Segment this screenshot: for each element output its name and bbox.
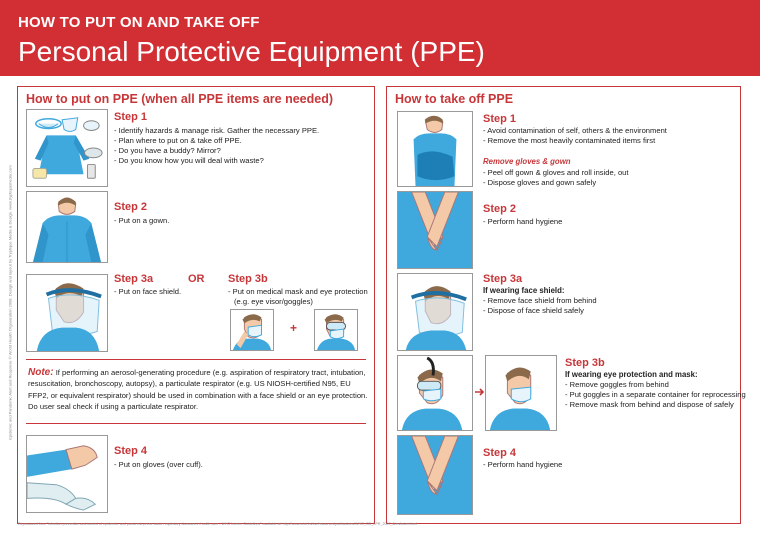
put-on-step2-title: Step 2 xyxy=(114,201,148,213)
put-on-step1-title: Step 1 xyxy=(114,111,148,123)
take-off-step3a-lead: If wearing face shield: xyxy=(483,286,565,295)
take-off-step3b-list xyxy=(565,380,746,410)
note-block xyxy=(28,367,368,413)
remove-goggles-illustration xyxy=(397,355,473,431)
note-divider-top xyxy=(26,359,366,360)
take-off-step3b-title: Step 3b xyxy=(565,357,605,369)
gloves-illustration xyxy=(26,435,108,513)
take-off-step1-list xyxy=(483,126,667,146)
list-item: - Avoid contamination of self, others & the environment xyxy=(483,126,667,136)
take-off-step1-title: Step 1 xyxy=(483,113,517,125)
take-off-step3a-list xyxy=(483,296,597,316)
ppe-kit-illustration xyxy=(26,109,108,187)
take-off-step2-list xyxy=(483,217,562,227)
list-item: - Do you know how you will deal with waste? xyxy=(114,156,319,166)
list-item: - Do you have a buddy? Mirror? xyxy=(114,146,319,156)
footer-source: Reproduced from "Infection prevention and control of epidemic- and pandemic-prone acute respiratory diseases in health care - WHO Interim Guidelines" available at: http://www.who.int/csr/resources/publications/WHO_CD_EPR_2007_6/en/index.html xyxy=(18,522,417,526)
list-item: - Peel off gown & gloves and roll inside, out xyxy=(483,168,629,178)
put-on-step3a-list xyxy=(114,287,181,297)
list-item: - Put goggles in a separate container for reprocessing xyxy=(565,390,746,400)
take-off-title: How to take off PPE xyxy=(395,92,514,106)
take-off-step2-title: Step 2 xyxy=(483,203,517,215)
arrow-right-icon xyxy=(475,387,485,397)
list-item: - Remove the most heavily contaminated items first xyxy=(483,136,667,146)
list-item: - Dispose of face shield safely xyxy=(483,306,597,316)
face-shield-illustration xyxy=(26,274,108,352)
plus-label: + xyxy=(290,321,298,335)
take-off-step4-list xyxy=(483,460,562,470)
take-off-step4-title: Step 4 xyxy=(483,447,517,459)
remove-face-shield-illustration xyxy=(397,273,473,351)
remove-gown-illustration xyxy=(397,111,473,187)
list-item: - Perform hand hygiene xyxy=(483,217,562,227)
list-item: - Identify hazards & manage risk. Gather the necessary PPE. xyxy=(114,126,319,136)
goggles-illustration xyxy=(314,309,358,351)
list-item: - Dispose gloves and gown safely xyxy=(483,178,629,188)
put-on-panel xyxy=(17,86,375,524)
put-on-step1-list xyxy=(114,126,319,166)
page-title: Personal Protective Equipment (PPE) xyxy=(18,36,485,67)
note-text: If performing an aerosol-generating procedure (e.g. aspiration of respiratory tract, intubation, resuscitation, bronchoscopy, autopsy), a particulate respirator (e.g. US NIOSH-certified N95, EU FFP2, or equivalent respirator) should be used in combination with a face shield or an eye protection. Do user seal check if using a particulate respirator. xyxy=(28,368,368,412)
list-item: - Remove face shield from behind xyxy=(483,296,597,306)
take-off-panel xyxy=(386,86,746,524)
header-kicker: HOW TO PUT ON AND TAKE OFF xyxy=(18,14,260,31)
side-credit xyxy=(5,90,13,520)
put-on-step3b-list xyxy=(228,287,368,297)
list-item: - Remove goggles from behind xyxy=(565,380,746,390)
header-banner xyxy=(0,0,760,76)
put-on-title: How to put on PPE (when all PPE items are needed) xyxy=(26,92,333,106)
remove-mask-illustration xyxy=(485,355,557,431)
put-on-step4-title: Step 4 xyxy=(114,445,148,457)
list-item: - Remove mask from behind and dispose of safely xyxy=(565,400,746,410)
mask-illustration xyxy=(230,309,274,351)
list-item: - Put on a gown. xyxy=(114,216,169,226)
note-divider-bottom xyxy=(26,423,366,424)
gown-illustration xyxy=(26,191,108,263)
list-item: - Put on face shield. xyxy=(114,287,181,297)
put-on-step4-list xyxy=(114,460,203,470)
list-item: - Put on gloves (over cuff). xyxy=(114,460,203,470)
take-off-step3a-title: Step 3a xyxy=(483,273,523,285)
list-item: - Put on medical mask and eye protection xyxy=(228,287,368,297)
take-off-step1-subtitle: Remove gloves & gown xyxy=(483,157,571,166)
put-on-step2-list xyxy=(114,216,169,226)
side-credit-text: Epidemic and Pandemic Alert and Response © World Health Organization 2008. Design and layout by Tryptique Media & Design. www.tryptiquemedia.com xyxy=(7,165,13,440)
or-label: OR xyxy=(188,273,205,285)
hand-hygiene-illustration xyxy=(397,191,473,269)
list-item: - Plan where to put on & take off PPE. xyxy=(114,136,319,146)
take-off-step3b-lead: If wearing eye protection and mask: xyxy=(565,370,698,379)
hand-hygiene-final-illustration xyxy=(397,435,473,515)
put-on-step3a-title: Step 3a xyxy=(114,273,154,285)
put-on-step3b-title: Step 3b xyxy=(228,273,268,285)
list-item: - Perform hand hygiene xyxy=(483,460,562,470)
take-off-step1-sublist xyxy=(483,168,629,188)
put-on-step3b-continuation: (e.g. eye visor/goggles) xyxy=(234,297,313,306)
note-label: Note: xyxy=(28,367,54,378)
